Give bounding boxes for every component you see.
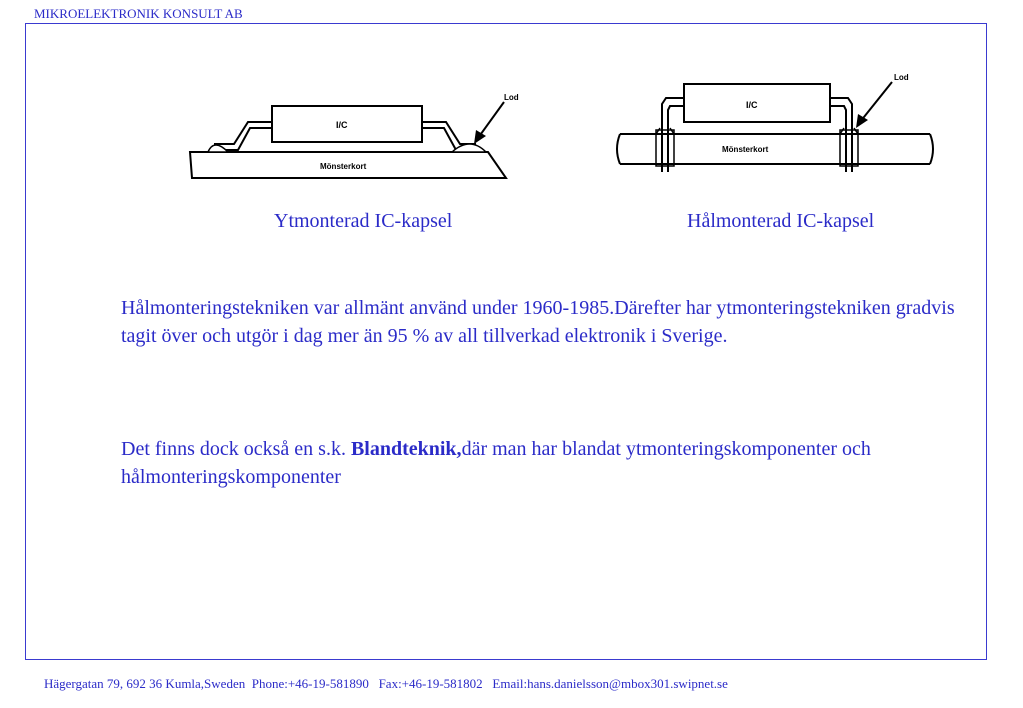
surface-mount-caption: Ytmonterad IC-kapsel [274,210,453,232]
mixed-technique-paragraph [121,435,961,491]
through-hole-solder-label: Lod [894,73,909,82]
through-hole-diagram [612,68,942,178]
surface-mount-diagram [170,80,530,188]
surface-ic-label: I/C [336,120,348,130]
paragraph2-rest: där man har blandat ytmonteringskomponenter och hålmonteringskomponenter [121,438,871,488]
surface-solder-label: Lod [504,93,519,102]
through-hole-board-label: Mönsterkort [722,145,769,154]
paragraph2-intro: Det finns dock också en s.k. [121,438,351,460]
through-hole-caption: Hålmonterad IC-kapsel [687,210,875,232]
company-name: MIKROELEKTRONIK KONSULT AB [34,6,243,21]
through-hole-ic-label: I/C [746,100,758,110]
history-paragraph: Hålmonteringstekniken var allmänt använd under 1960-1985.Därefter har ytmonteringstekniken gradvis tagit över och utgör i dag mer än 95 % av all tillverkad elektronik i Sverige. [121,297,955,347]
blandteknik-term: Blandteknik, [350,438,462,460]
surface-board-label: Mönsterkort [320,162,367,171]
contact-footer: Hägergatan 79, 692 36 Kumla,Sweden Phone:+46-19-581890 Fax:+46-19-581802 Email:hans.danielsson@mbox301.swipnet.se [44,676,728,691]
